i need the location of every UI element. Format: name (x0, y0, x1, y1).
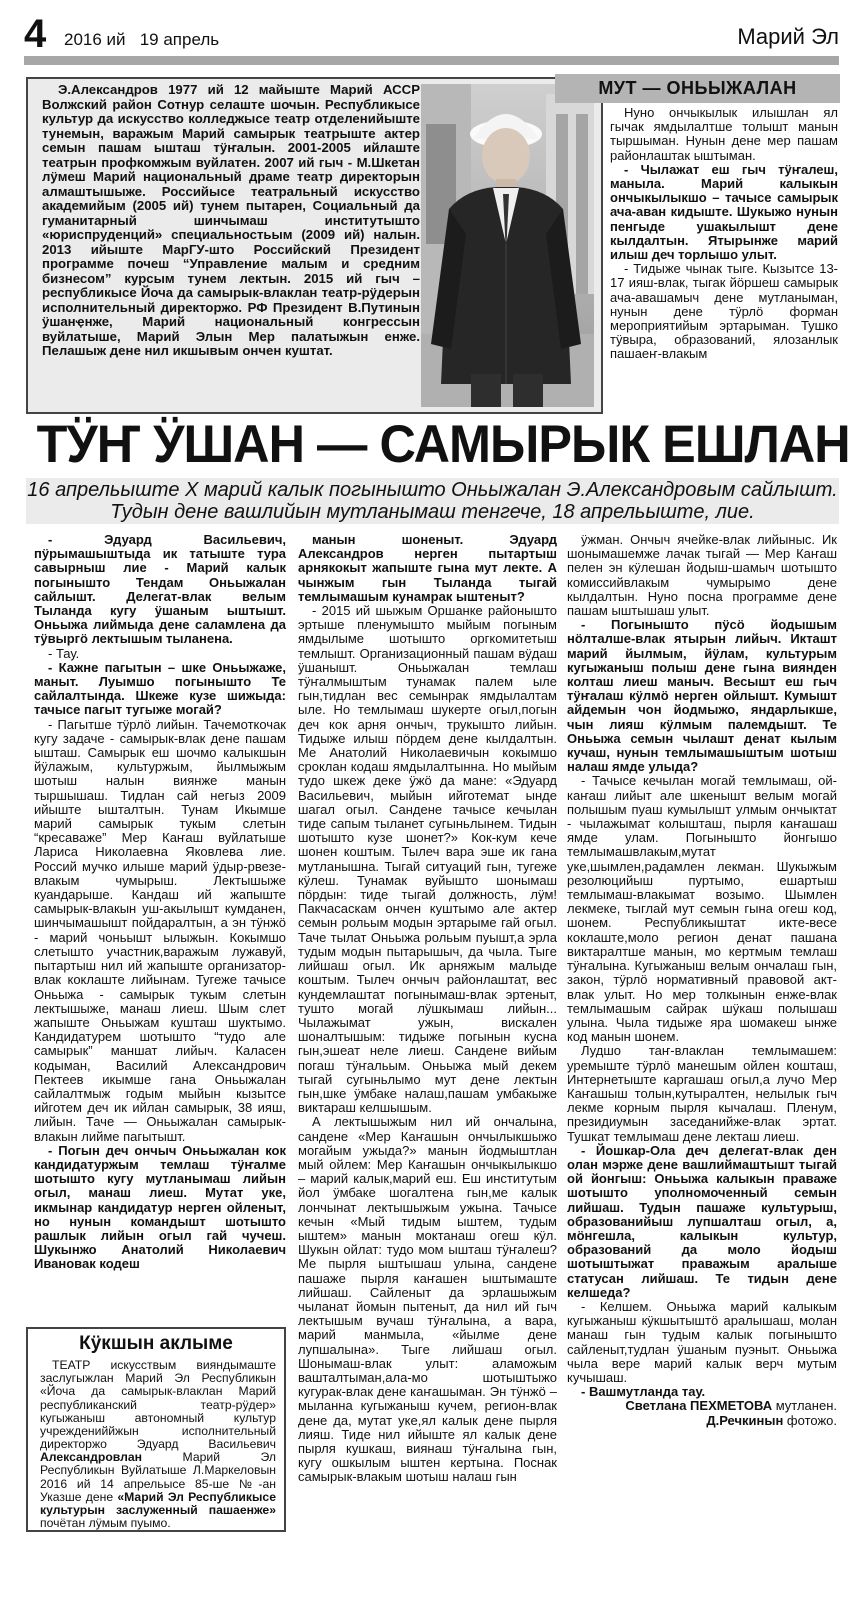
column-3 (567, 533, 837, 1428)
question: - Йошкар-Ола деч делегат-влак ден олан мэржe дене вашлиймаштышт тыгай ой йонгыш: Оньыжа калыкын праваже шотышто уполномоченный семын лийшаш. Тудын пашаже культурыш, образованийыш лупшалташ огыл, а, мӧнгешла, калыкын культур, образований да моло йодыш шотыштыжат праважым аралыше статусан лийшаш. Те тидын дене келшеда? (567, 1142, 837, 1300)
newspaper-name: Марий Эл (737, 24, 839, 49)
award-text-2: Марий Эл Республикын Вуйлатыше Л.Маркеловын 2016 ий 14 апрельысе 85-ше №-ан Указше дене (40, 1450, 276, 1504)
answer: - 2015 ий шыжым Оршанке районышто эртыше пленумышто мыйым погыным ямдылыме шотышто оргкомитетыш темлышт. Организационный пашам вӱдаш ӱшанышт. Оньыжалан темлаш тӱҥалмыштым тунамак палем ыле гын,тидлан вес семынрак ямдылалтам ыле. Но темлымаш шукерте огыл,погын деч кок арня ончыч, трукышто лийын. Тидыже илыш пӧрдем дене кылдалтын. Ме Анатолий Николаевичын кокымшо сроклан кодаш ямдылалтынна. Но мыйым тудо шкеж деке ӱжӧ да мане: «Эдуард Васильевич, мыйын ийготемат ынде шагал огыл. Сандене тачысе кечылан тиде сапым тыланет сугыньлынем. Тидын шотышто кузе шонет?» Кок-кум кече шонен коштым. Тылеч вара эше ик гана мутланышна. Тыгай ситуаций гын, тугеже кӱлеш. Тунамак вуйышто шонымаш пӧрдын: тиде тыгай должность, лӱм! Пакчасаскам ончен куштымо але актер семын рольым модын эртарыме гай огыл. Тачe тылат Оньыжа рольым пуышт,а эрла тудым модын пытарышыч, да чыла. Тыгe лийшаш огыл. Ик арняжым малыде коштым. Тылеч ончыч районлаштат, вес кундемлаштат погынымаш-влак эртеныт, тушто могай лӱшкымаш лийын... Чылажымат ужын, вискален шоналтышым: тидыже погынын кусна гын,эшеат неле лиеш. Сандене вийым погаш тӱҥальым. Оньыжа мый декем тыгай сугыньлымо мут дене лектын гын,шке ӱмбаке налаш,пашам умбакыже виктараш келшышым. (298, 603, 557, 1116)
answer: ӱжман. Ончыч ячейке-влак лийыныс. Ик шонымашемже лачак тыгай — Мер Каҥаш пелен эн кӱлешан йодыш-шамыч шотышто комиссийвлакым чумырымо дене кылдалтын. Нуно посна программе дене пашам ыштышаш улыт. (567, 532, 837, 619)
award-text (28, 1357, 284, 1530)
column-2 (298, 533, 557, 1485)
answer: - Тау. (48, 645, 80, 661)
question: - Эдуард Васильевич, пӱрымашыштыда ик татыште тура савырныш лие - Марий калык погынышто Тендам Оньыжалан сайлышт. Делегат-влак велым Тыланда кугу ӱшаным ыштышт. Оньыжа лиймыда дене саламлена да тӱвыргӧ лектышым тыланена. (34, 532, 286, 647)
interview-rubric: МУТ — ОНЬЫЖАЛАН (555, 74, 840, 103)
question: - Чылажат еш гыч тӱҥалеш, маныла. Марий калыкын ончыкылыкшо – тачысе самырык ача-аван кидыште. Шукыжо нунын пенгыде ушакылышт дене кылдалтын. Ятырынже марий илыш деч торлышо улыт. (610, 161, 838, 263)
issue-date: 2016 ий 19 апрель (64, 30, 220, 49)
award-recipient: Александровлан (40, 1450, 143, 1465)
photo-suffix: фотожо. (783, 1412, 837, 1428)
award-box (26, 1327, 286, 1532)
page-header (24, 14, 839, 54)
author-name: Светлана ПЕХМЕТОВА (625, 1398, 773, 1414)
page-number: 4 (24, 12, 47, 56)
header-rule (24, 56, 839, 65)
answer: Лудшо таҥ-влаклан темлымашем: уремыште тӱрлӧ манешым ойлен кошташ, Интернетыште каргашаш огыл,а лучо Мер Каҥашыш толын,кутыралтен, нелылык гыч лекме корным пырля кычалаш. Пленум, президиумын заседанийже-влак эртат. Тушкат темлымаш дене лекташ лиеш. (567, 1043, 837, 1144)
award-text-1: ТЕАТР искусствым вияндымаште заслугыжлан Марий Эл Республикын «Йоча да самырык-влаклан Марий республиканский театр-рӱдер» кугыжаныш автономный культур учреждениййжын исполнительный директоржо Эдуард Васильевич (40, 1358, 276, 1452)
subheadline: 16 апрельыште Х марий калык погынышто Оньыжалан Э.Александровым сайлышт. Тудын дене вашлийын мутланымаш тенгече, 18 апрельыште, лие. (27, 479, 838, 523)
portrait-illustration (421, 84, 594, 407)
closing-thanks: - Вашмутланда тау. (581, 1384, 706, 1400)
photo-credit (567, 1414, 837, 1429)
question: - Погын деч ончыч Оньыжалан кок кандидатуржым темлаш тӱҥалме шотышто кугу мутланымаш лийын огыл, манаш лиеш. Мутат уке, икмынар кандидатур нерген ойленыт, но нунын командышт шотышто рашлык лийын огыл гай чучеш. Шукынжо Анатолий Николаевич Ивановак кодеш (34, 1142, 286, 1272)
headline: ТӰҤ ӰШАН — САМЫРЫК ЕШЛАН (36, 415, 850, 474)
answer: - Пагытше тӱрлӧ лийын. Тачемоткочак кугу задаче - самырык-влак дене пашам ышташ. Самырык еш шочмо калыкшын йӱлажым, культуржым, йылмыжым шотыш налын виянже манын тыршышаш. Тидлан сай негыз 2009 ийыште ышталтын. Тунам Икымше марий самырык тукым слетын “кресаваже” Мер Каҥаш вуйлатыше Лариса Николаевна Яковлева лие. Россий мучко илыше марий ӱдыр-рвезе-влакым чумырыш. Лектышыже куандарыше. Кандаш ий жапыште самырык-влакын уш-акылышт кумданен, шинчымашышт пойдаралтын, а эн тӱнжӧ - марий чоньышт ылыжын. Кокымшо слетышто участник,варажым лужавуй, пытартыш нил ий жапыште организатор-влак коклаште лийынам. Тугеже тачысе Оньыжа - самырык тукым слетын лектышыже, манаш лиеш. Шым слет жапыште Оньыжам кушташ шуктымо. Кандидатурем шотышто “тудо але самырык” маншат лийыч. Каласен кодыман, Василий Александрович Пектеев икымше гана Оньыжалан сайлалтмыж годым мыйын кызытсе ийготем деч ик ийлан самырык, 38 ияш, лийын. Таче — Оньыжалан самырык-влакын лийме пагытышт. (34, 716, 286, 1144)
question: манын шоненыт. Эдуард Александров нерген пытартыш арнякокыт жапыште гына мут лекте. А чынжым гын Тыланда тыгай темлымашым кунамрак ыштеныт? (298, 532, 557, 604)
award-title: Кӱкшын аклыме (79, 1333, 233, 1354)
author-credit (567, 1399, 837, 1414)
bio-box (26, 77, 603, 414)
award-text-3: почётан лӱмым пуымо. (40, 1516, 171, 1531)
paragraph: Нуно ончыкылык илышлан ял гычак ямдылалтше толышт манын тыршыман. Нунын дене мер пашам районлаштак ыштыман. (610, 105, 838, 163)
column-1 (34, 533, 286, 1272)
bio-text: Э.Александров 1977 ий 12 майыште Марий АССР Волжский район Сотнур селаште шочын. Республикысе культур да искусство колледжысе театр отделенийыште тунемын, варажым Марий самырык театрыште актер семын пашам ышташ тӱҥалын. 2001-2005 ийлаште театрын профкомжым вуйлатен. 2007 ий гыч - М.Шкетан лӱмеш Марий национальный драме театр директорын алмаштышыже. Российысе театральный искусство академийым (2005 ий) тунем пытарен, Социальный да гуманитарный шинчымаш институтышто «юриспруденций» специальностьым (2009 ий) налын. 2013 ийыште МарГУ-што Российский Президент программе почеш “Управление малым и средним бизнесом” курсым тунем лектын. 2015 ий гыч – республикысе Йоча да самырык-влаклан театр-рӱдерын исполнительный директоржо. РФ Президент В.Путинын ӱшанҿнже, Марий национальный конгрессын вуйлатыше, Марий Элын Мер палатыжын енже. Пелашыж дене нил икшывым ончен куштат. (42, 82, 420, 358)
award-title-honor: «Марий Эл Республикысе культурын заслуженный пашаенже» (40, 1489, 276, 1517)
answer: А лектышыжым нил ий ончалына, сандене «Мер Каҥашын ончылыкшыжо могайым ужыда?» манын йодмыштлан мый ойлем: Мер Каҥашын ончыкылыкшо – марий калык,марий еш. Еш институтым йол ӱмбаке шогалтена гын,ме калык лончынат лектышыжым ужына. Тачысе кечын «Мый тидым ыштем, тудым ыштем» манын мoктанаш огеш кӱл. Шукын ойлат: тудо мом ышташ тӱҥалеш? Ме пырля ыштышаш улына, сандене пашаже пырля каҥашен ыштымаште лийшаш. Сайленыт да эрлашыжым чыланат йомын пытеныт, да нил ий гыч лектышым вучаш тӱҥалына, а вара, марий манмыла, «йылме дене лупшалына». Тыгe лийшаш огыл. Шонымаш-влак улыт: аламожым вашталтыман,ала-мо шотыштыжо кугурак-влак дене каҥашыман. Эн тӱнжӧ – мыланна кугыжаныш кучем, регион-влак дене да, мутат уке,ял калык дене пырля лияш. Тиде нил ийыште ял калык дене пырля кушкаш, виянаш тӱҥалына гын, кугу ошкылым ыштен кертына. Поснак самырык-влакым шотыш налаш гын (298, 1114, 557, 1485)
question: - Кажне пагытын – шке Оньыжаже, маныт. Луымшо погынышто Те сайлалтында. Шкеже кузе шижыда: тачысе пагыт тугыже могай? (34, 659, 286, 718)
portrait-photo (421, 84, 594, 407)
question: - Погынышто пӱсӧ йодышым нӧлталше-влак ятырын лийыч. Икташт марий йылмым, йӱлам, культурым кугыжаныш полыш дене гына виянден колташ лиеш маныч. Весышт еш гыч тӱҥалаш кӱлмӧ нерген ойлышт. Кумышт айдемын чон йодмыжо, яндарлыкше, чын лияш кӱлмым палемдышт. Те Оньыжа семын чылашт денат кылым кучаш, нунын темлымашыштым шотыш налаш ямде улыда? (567, 617, 837, 775)
photographer-name: Д.Речкинын (706, 1412, 784, 1428)
author-suffix: мутланен. (772, 1398, 837, 1414)
column-top-right (610, 106, 838, 362)
answer: - Тачысе кечылан могай темлымаш, ой-каҥаш лийыт але шкенышт велым могай полышым пуаш кумылышт улмым ончыктат - чылажымат колышташ, пырля каҥашаш ямде улам. Погынышто йонгышо темлымашвлакым,мутат уке,шымлен,радамлен лекман. Шукыжым резолюцийыш пуртымо, ешартыш темлымаш-влакымат возымо. Шымлен лекмеке, тыглай мут семын гына огеш код, шонем. Республикыштат икте-весе коклаште,моло регион денат пашана виктаралтше манын, мо кертмым темлаш тӱҥалына. Кугыжаныш велым ончалаш гын, закон, тӱрлӧ нормативный правовой акт-влак улыт. Но мер толкынын енже-влак темлымашым сайрак шӱкаш полышаш улына. Чыла тидыже яра шомакеш ынже код манын шонем. (567, 773, 837, 1045)
paragraph: - Тидыже чынак тыге. Кызытсе 13-17 ияш-влак, тыгак йӧршеш самырык ача-авашамыч дене мутланыман, нунын дене тӱрлӧ форман мероприятийым эртарыман. Тушкo тӱвыра, образований, ялозанлык пашаеҥ-влакым (610, 261, 838, 362)
answer: - Келшем. Оньыжа марий калыкым кугыжаныш кӱкшытыштӧ аралышаш, молан манаш гын тудым калык погынышто сайленыт,тудлан ӱшаным пуэныт. Оньыжа чыла вере марий калык верч мутым кучышаш. (567, 1298, 837, 1385)
